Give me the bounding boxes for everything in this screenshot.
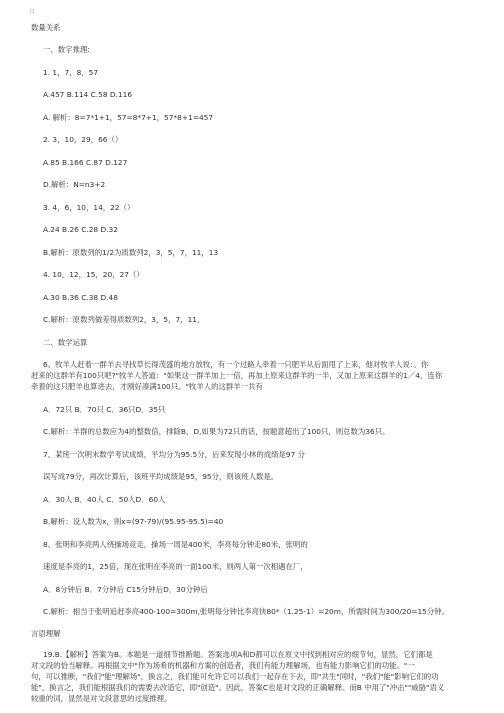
question-7-answer: B.解析：设人数为x，则x=(97-79)/(95.95-95.5)=40 [43, 517, 224, 526]
question-2: 2. 3，10，29，66（） [43, 135, 123, 144]
question-8-answer: C.解析：相当于张明追赶李亮400-100=300m,张明每分钟比李亮快80*（1.25-1）=20m，所需时间为300/20=15分钟。 [43, 607, 450, 616]
question-3: 3. 4，6，10，14，22（） [43, 203, 135, 212]
question-4: 4. 10，12，15，20，27（） [43, 270, 144, 279]
question-8-line-1: 8、张明和李亮两人绕操场竞走，操场一周是400米，李亮每分钟走80米，张明的 [43, 540, 308, 549]
question-3-answer: B.解析：原数列的1/2为质数列2，3，5，7，11，13 [43, 248, 219, 257]
question-19-line-4: 能"，换言之，我们能根据我们的需要去改造它，即"创造"。因此，答案C也是对文段的正确解释。而B 中用了"冲击""威胁"语义 [31, 683, 445, 692]
question-19-line-5: 较重的词，显然是对文段意思的过度推理。 [31, 694, 172, 703]
question-6-line-3: 牵着的这只肥羊也算进去，才刚好凑满100只。"牧羊人的这群羊一共有 [31, 382, 263, 391]
question-6-line-2: 赶来的这群羊有100只吧?"牧羊人答道："如果这一群羊加上一倍，再加上原来这群羊的一半，又加上原来这群羊的1／4，连你 [31, 371, 443, 380]
question-6-answer: C.解析：羊群的总数应为4的整数倍，排除B、D,如果为72只的话，按题意超出了100只，则总数为36只。 [43, 427, 390, 436]
question-7-line-2: 误写成79分，再次计算后，该班平均成绩是95，95分，则该班人数是。 [43, 472, 279, 481]
question-1: 1. 1，7，8，57 [43, 68, 99, 77]
question-4-answer: C.解析：原数列做差得质数列2，3，5，7，11， [43, 315, 205, 324]
section-heading-verbal: 言语理解 [31, 629, 61, 638]
question-8-options: A．8分钟后 B．7分钟后 C15分钟后D．30分钟后 [43, 585, 208, 594]
question-4-options: A.30 B.36 C.38 D.48 [43, 293, 118, 302]
question-2-options: A.85 B.166 C.87 D.127 [43, 158, 128, 167]
question-19-line-3: 句，可以推断，"我们"能"理解场"，换言之，我们能可允许它可以我们一起存在下去，即"共生"同时，"我们"能"影响它们的功 [31, 672, 439, 681]
question-19-line-2: 对文段的恰当解释。再根据文中"作为场希的机器和方案的创造者，我们有能力理解场，也有能力影响它们的功能。"一 [31, 661, 415, 670]
question-3-options: A.24 B.26 C.28 D.32 [43, 225, 118, 234]
question-1-options: A.457 B.114 C.58 D.116 [43, 90, 133, 99]
page-corner-mark: ▫ [30, 7, 35, 15]
question-2-answer: D.解析：N=n3+2 [43, 180, 106, 189]
question-6-line-1: 6、牧羊人赶着一群羊去寻找草长得茂盛的地方放牧，有一个过路人牵着一只肥羊从后面甩了上来，他对牧羊人说：。你 [43, 360, 429, 369]
question-8-line-2: 速度是李亮的1，25倍，现在张明在李亮的一面100米，则两人第一次相遇在厂， [43, 562, 308, 571]
question-7-options: A．30人 B．40人 C．50人D．60人 [43, 495, 166, 504]
subheading-math-operations: 二、数学运算 [43, 338, 88, 347]
question-6-options: A．72只 B．70只 C．36只D．35只 [43, 405, 166, 414]
section-heading-quantity: 数量关系 [31, 23, 61, 32]
subheading-number-reasoning: 一、数字推理: [43, 45, 90, 54]
question-7-line-1: 7、某班一次明末数学考试成绩，平均分为95.5分，后来发现小林的成绩是97 分 [43, 450, 306, 459]
question-1-answer: A. 解析：8=7*1+1，57=8*7+1，57*8+1=457 [43, 113, 214, 122]
question-19-line-1: 19.B.【解析】答案为B。本题是一道细节推断题。答案选项A和D都可以在原文中找到相对应的细节句，显然，它们都是 [43, 650, 433, 659]
